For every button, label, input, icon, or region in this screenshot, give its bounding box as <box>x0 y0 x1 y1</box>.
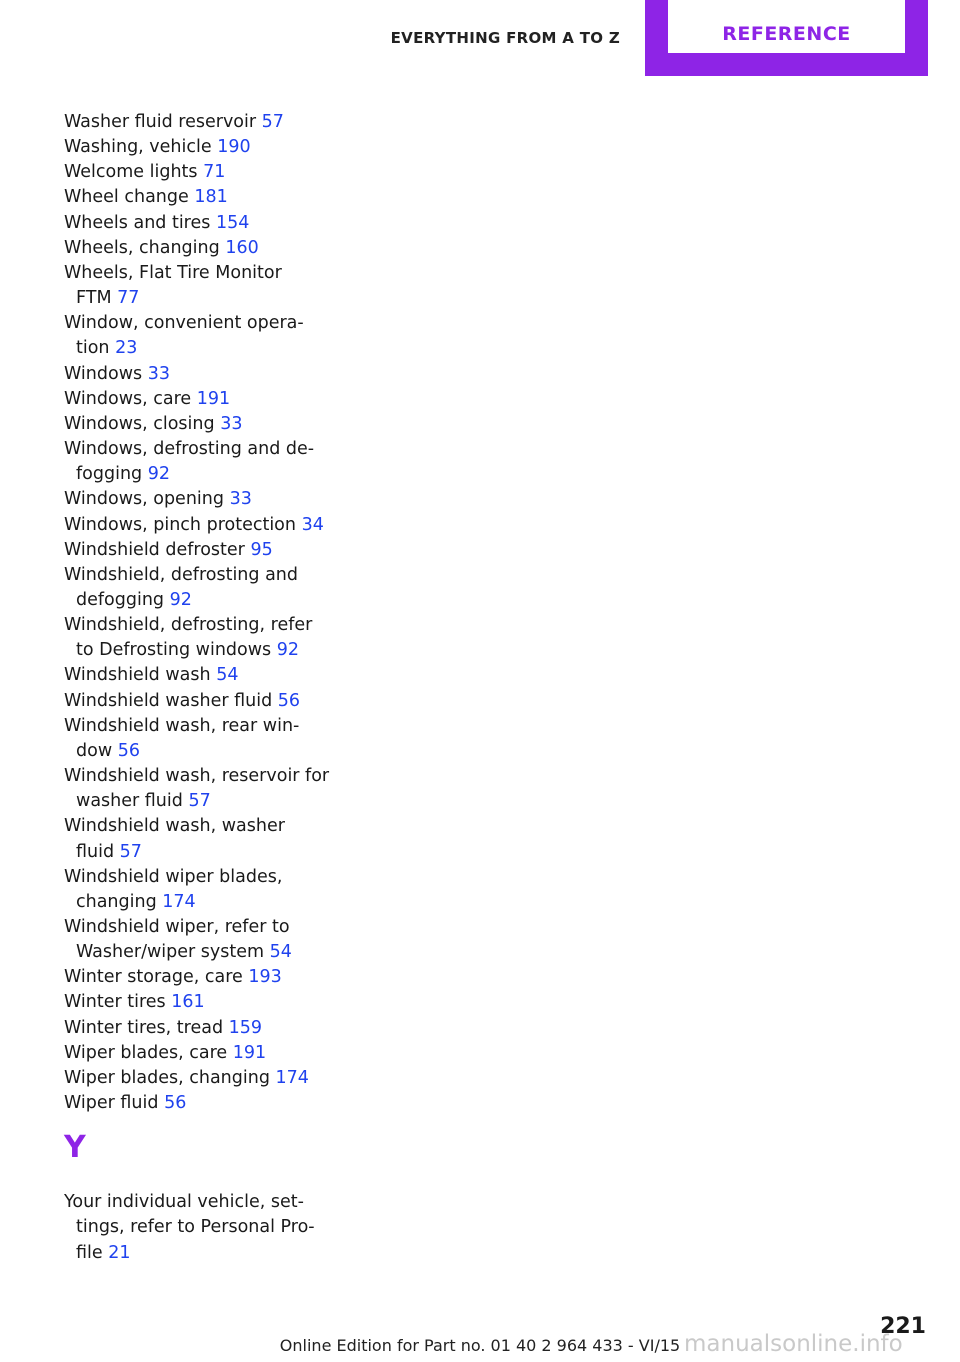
index-entry <box>64 160 339 185</box>
index-entry-page-link[interactable]: 33 <box>220 413 243 434</box>
index-entry-label: Wiper blades, care <box>64 1042 228 1063</box>
index-entry-label: Washer fluid reservoir <box>64 112 257 132</box>
index-entry-label: Windshield wash, rear win‐ <box>64 715 300 736</box>
index-entry <box>64 965 339 990</box>
index-entry-label: Your individual vehicle, set‐ <box>64 1192 304 1213</box>
index-entry <box>64 990 339 1015</box>
index-entry-label: Windshield defroster <box>64 539 245 560</box>
watermark: manualsonline.info <box>684 1331 903 1357</box>
index-column <box>64 110 339 1266</box>
index-entry <box>64 613 339 663</box>
index-entry <box>64 487 339 512</box>
index-entry-label: Wheels and tires <box>64 212 211 233</box>
index-entry <box>64 412 339 437</box>
index-letter-heading: Y <box>64 1130 86 1166</box>
index-entry <box>64 135 339 160</box>
index-entry <box>64 714 339 764</box>
index-entry <box>64 814 339 864</box>
index-entry-label: Windshield wash, reservoir for <box>64 766 330 787</box>
index-entry <box>64 513 339 538</box>
index-entry-page-link[interactable]: 71 <box>203 162 226 183</box>
index-entry-page-link[interactable]: 161 <box>171 992 205 1013</box>
index-entry-page-link[interactable]: 92 <box>276 640 300 661</box>
index-entry-page-link[interactable]: 92 <box>169 589 192 610</box>
index-entry-label: Wheels, changing <box>64 237 220 258</box>
index-entry <box>64 764 339 814</box>
index-entry-label: Washing, vehicle <box>64 137 212 158</box>
index-entry-label: Windshield washer fluid <box>64 690 273 711</box>
index-entry-label-cont: FTM <box>76 288 112 309</box>
index-entry-page-link[interactable]: 57 <box>188 791 211 812</box>
index-entry-label: Windows, care <box>64 388 192 409</box>
index-entry-page-link[interactable]: 181 <box>194 187 228 208</box>
index-entry-label-cont: changing <box>76 891 157 912</box>
index-entry-label: Welcome lights <box>64 162 198 183</box>
index-entry-label-cont: Washer/wiper system <box>76 942 265 963</box>
index-entry-page-link[interactable]: 174 <box>275 1067 309 1088</box>
index-entry <box>64 261 339 311</box>
index-list-w <box>64 110 339 1116</box>
index-entry-label: Windows, defrosting and de‐ <box>64 439 315 460</box>
index-entry-label-cont: dow <box>76 740 113 761</box>
index-entry-label: Windshield wiper blades, <box>64 866 283 887</box>
index-entry <box>64 689 339 714</box>
index-entry-page-link[interactable]: 33 <box>229 489 252 510</box>
index-entry <box>64 236 339 261</box>
index-entry-label: Winter tires <box>64 992 166 1013</box>
index-entry-label: Windshield wash, washer <box>64 816 285 837</box>
index-entry-page-link[interactable]: 23 <box>115 338 138 359</box>
index-entry-label: Windshield, defrosting, refer <box>64 615 313 636</box>
index-entry-page-link[interactable]: 159 <box>228 1017 263 1038</box>
index-entry-label-cont: tion <box>76 338 110 359</box>
index-entry <box>64 185 339 210</box>
index-entry-label: Windshield, defrosting and <box>64 564 298 585</box>
index-entry <box>64 437 339 487</box>
index-entry <box>64 211 339 236</box>
section-tab-label: REFERENCE <box>668 0 905 53</box>
running-header-section: EVERYTHING FROM A TO Z <box>390 29 620 47</box>
index-entry <box>64 865 339 915</box>
index-entry-page-link[interactable]: 34 <box>301 514 324 535</box>
index-entry-label: Windshield wiper, refer to <box>64 917 290 937</box>
index-entry-label: Winter storage, care <box>64 967 243 988</box>
index-entry-page-link[interactable]: 154 <box>215 212 250 233</box>
index-entry-label-cont: washer fluid <box>76 791 183 812</box>
index-entry <box>64 1041 339 1066</box>
index-entry-label: Winter tires, tread <box>64 1017 224 1038</box>
index-entry-page-link[interactable]: 191 <box>196 388 231 409</box>
section-tab <box>645 0 928 76</box>
index-entry-page-link[interactable]: 56 <box>164 1093 187 1114</box>
index-entry-page-link[interactable]: 160 <box>225 237 259 258</box>
page-number: 221 <box>880 1314 926 1339</box>
index-entry <box>64 538 339 563</box>
index-entry-label-cont: defogging <box>76 589 165 610</box>
index-entry-page-link[interactable]: 92 <box>147 464 171 485</box>
index-entry <box>64 1190 339 1265</box>
index-entry-label-cont: fluid <box>76 841 115 862</box>
footer-edition: Online Edition for Part no. 01 40 2 964 433 - VI/15 <box>279 1336 681 1355</box>
index-entry-page-link[interactable]: 56 <box>117 740 140 761</box>
index-entry-label-cont: fogging <box>76 464 143 485</box>
index-entry-label: Wiper blades, changing <box>64 1067 270 1088</box>
index-entry-label: Wiper fluid <box>64 1093 159 1114</box>
index-entry <box>64 563 339 613</box>
index-entry-label: Wheels, Flat Tire Monitor <box>64 262 282 283</box>
index-entry-label: Windows, pinch protection <box>64 514 296 535</box>
index-entry-page-link[interactable]: 33 <box>147 363 170 384</box>
index-entry-label-cont: to Defrosting windows <box>76 640 272 661</box>
index-entry <box>64 663 339 688</box>
index-entry-page-link[interactable]: 54 <box>269 942 292 963</box>
index-entry <box>64 387 339 412</box>
index-entry <box>64 1091 339 1116</box>
index-entry <box>64 110 339 135</box>
index-entry-page-link[interactable]: 191 <box>232 1042 267 1063</box>
index-entry <box>64 1016 339 1041</box>
index-entry-label: Window, convenient opera‐ <box>64 313 304 334</box>
index-entry <box>64 1066 339 1091</box>
index-entry <box>64 362 339 387</box>
index-entry-label: Windows, closing <box>64 413 215 434</box>
index-entry-label-cont: tings, refer to Personal Pro‐ <box>76 1217 315 1238</box>
index-entry-page-link[interactable]: 21 <box>108 1242 131 1263</box>
index-entry-label: Windshield wash <box>64 665 211 686</box>
index-entry-label: Windows, opening <box>64 489 224 510</box>
index-entry-page-link[interactable]: 193 <box>248 967 282 988</box>
index-entry-label: Windows <box>64 363 143 384</box>
index-entry-page-link[interactable]: 190 <box>217 137 251 158</box>
index-entry-page-link[interactable]: 56 <box>277 690 301 711</box>
index-entry-label: Wheel change <box>64 187 189 208</box>
index-entry-page-link[interactable]: 77 <box>117 288 140 309</box>
index-entry-page-link[interactable]: 54 <box>216 665 239 686</box>
index-entry <box>64 915 339 965</box>
index-entry <box>64 311 339 361</box>
index-entry-page-link[interactable]: 57 <box>261 112 284 132</box>
index-entry-label-cont: file <box>76 1242 103 1263</box>
index-entry-page-link[interactable]: 95 <box>250 539 273 560</box>
index-entry-page-link[interactable]: 57 <box>119 841 142 862</box>
index-entry-page-link[interactable]: 174 <box>162 891 196 912</box>
